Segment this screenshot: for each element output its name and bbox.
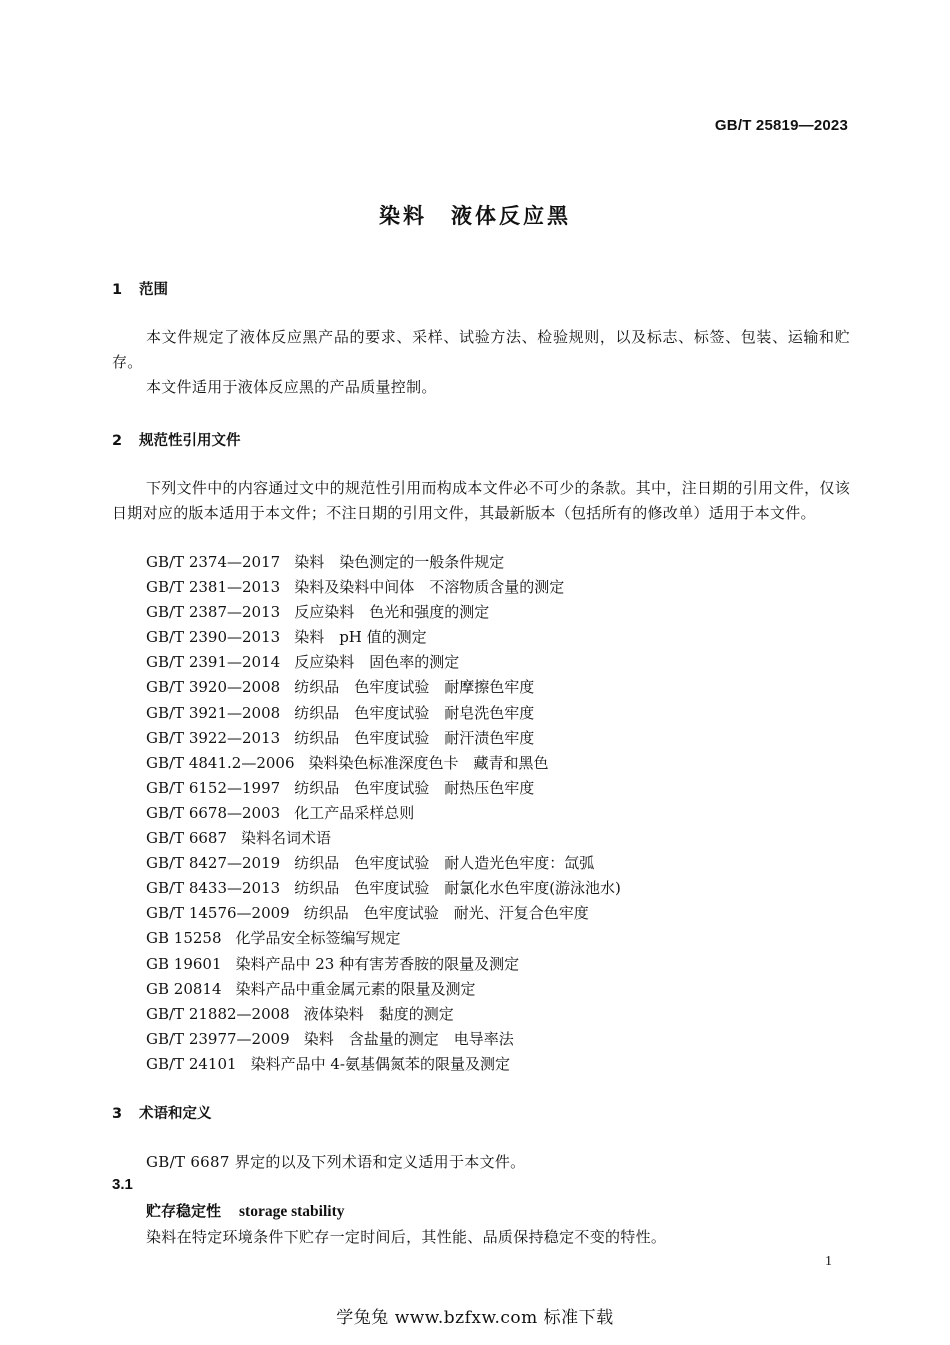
section-title: 范围 [139,282,168,298]
document-title: 染料 液体反应黑 [379,204,571,228]
reference-title: 化学品安全标签编写规定 [235,929,401,948]
reference-item [146,675,621,700]
reference-item [146,1002,621,1027]
reference-item [146,776,621,801]
reference-title: 反应染料 色光和强度的测定 [294,603,490,622]
reference-title: 纺织品 色牢度试验 耐光、汗复合色牢度 [303,904,589,923]
reference-code: GB/T 2391—2014 [146,653,281,672]
reference-code: GB/T 8433—2013 [146,879,281,898]
reference-code: GB/T 2390—2013 [146,628,281,647]
reference-item [146,801,621,826]
reference-item [146,550,621,575]
reference-item [146,901,621,926]
page-number: 1 [825,1254,832,1269]
reference-code: GB/T 21882—2008 [146,1004,290,1023]
reference-title: 纺织品 色牢度试验 耐摩擦色牢度 [294,678,535,697]
reference-item [146,600,621,625]
reference-item [146,952,621,977]
reference-title: 液体染料 黏度的测定 [303,1004,454,1023]
term-entry [146,1200,345,1221]
reference-title: 染料名词术语 [241,829,332,848]
term-definition: 染料在特定环境条件下贮存一定时间后，其性能、品质保持稳定不变的特性。 [146,1228,667,1246]
reference-code: GB/T 14576—2009 [146,904,290,923]
reference-item [146,751,621,776]
reference-code: GB 19601 [146,954,222,973]
reference-code: GB/T 4841.2—2006 [146,753,295,772]
reference-title: 纺织品 色牢度试验 耐汗渍色牢度 [294,728,535,747]
section-title: 术语和定义 [139,1106,212,1122]
reference-item [146,826,621,851]
reference-item [146,650,621,675]
term-english: storage stability [239,1203,345,1220]
reference-title: 染料产品中重金属元素的限量及测定 [235,979,476,998]
section-1-heading [112,278,168,299]
section-number: 2 [112,433,123,449]
reference-item [146,575,621,600]
reference-code: GB/T 3921—2008 [146,703,281,722]
term-chinese: 贮存稳定性 [146,1202,222,1220]
section-title: 规范性引用文件 [139,433,241,449]
reference-title: 纺织品 色牢度试验 耐热压色牢度 [294,778,535,797]
reference-code: GB/T 6678—2003 [146,803,281,822]
standard-code: GB/T 25819—2023 [714,117,848,134]
section-number: 3 [112,1106,123,1122]
reference-title: 化工产品采样总则 [294,803,415,822]
reference-title: 染料 染色测定的一般条件规定 [294,553,505,571]
site-watermark: 学兔兔 www.bzfxw.com 标准下载 [336,1308,614,1328]
reference-item [146,851,621,876]
reference-list [146,550,621,1077]
reference-item [146,625,621,650]
section-number: 1 [112,282,123,298]
reference-item [146,876,621,901]
reference-item [146,1052,621,1077]
reference-title: 染料染色标准深度色卡 藏青和黑色 [308,753,549,772]
reference-item [146,726,621,751]
reference-title: 染料 含盐量的测定 电导率法 [303,1029,514,1048]
reference-title: 纺织品 色牢度试验 耐皂洗色牢度 [294,703,535,722]
reference-code: GB 15258 [146,929,222,948]
reference-code: GB/T 6152—1997 [146,778,281,797]
reference-title: 反应染料 固色率的测定 [294,653,460,672]
reference-code: GB/T 6687 [146,829,228,848]
section-3-heading [112,1102,212,1123]
reference-item [146,701,621,726]
reference-title: 染料及染料中间体 不溶物质含量的测定 [294,578,565,597]
reference-code: GB/T 3920—2008 [146,678,281,697]
section-2-heading [112,429,241,450]
reference-item [146,977,621,1002]
terms-intro: GB/T 6687 界定的以及下列术语和定义适用于本文件。 [146,1153,526,1171]
reference-title: 纺织品 色牢度试验 耐氯化水色牢度(游泳池水) [294,879,621,898]
reference-code: GB/T 2387—2013 [146,603,281,622]
reference-title: 染料产品中 23 种有害芳香胺的限量及测定 [235,954,520,973]
reference-code: GB/T 24101 [146,1054,237,1073]
reference-code: GB/T 8427—2019 [146,854,281,873]
reference-code: GB/T 3922—2013 [146,728,281,747]
scope-paragraph-1: 本文件规定了液体反应黑产品的要求、采样、试验方法、检验规则，以及标志、标签、包装、运输和贮存。 [112,328,850,371]
reference-title: 纺织品 色牢度试验 耐人造光色牢度：氙弧 [294,854,595,873]
scope-paragraph-2: 本文件适用于液体反应黑的产品质量控制。 [146,378,437,396]
reference-code: GB/T 2381—2013 [146,578,281,597]
reference-title: 染料产品中 4-氨基偶氮苯的限量及测定 [250,1054,510,1073]
reference-code: GB/T 2374—2017 [146,553,281,571]
reference-item [146,1027,621,1052]
reference-code: GB 20814 [146,979,222,998]
reference-item [146,926,621,951]
references-intro: 下列文件中的内容通过文中的规范性引用而构成本文件必不可少的条款。其中，注日期的引用文件，仅该日期对应的版本适用于本文件；不注日期的引用文件，其最新版本（包括所有的修改单）适用于本文件。 [112,479,850,522]
reference-title: 染料 pH 值的测定 [294,628,427,647]
reference-code: GB/T 23977—2009 [146,1029,290,1048]
term-number: 3.1 [112,1176,133,1193]
